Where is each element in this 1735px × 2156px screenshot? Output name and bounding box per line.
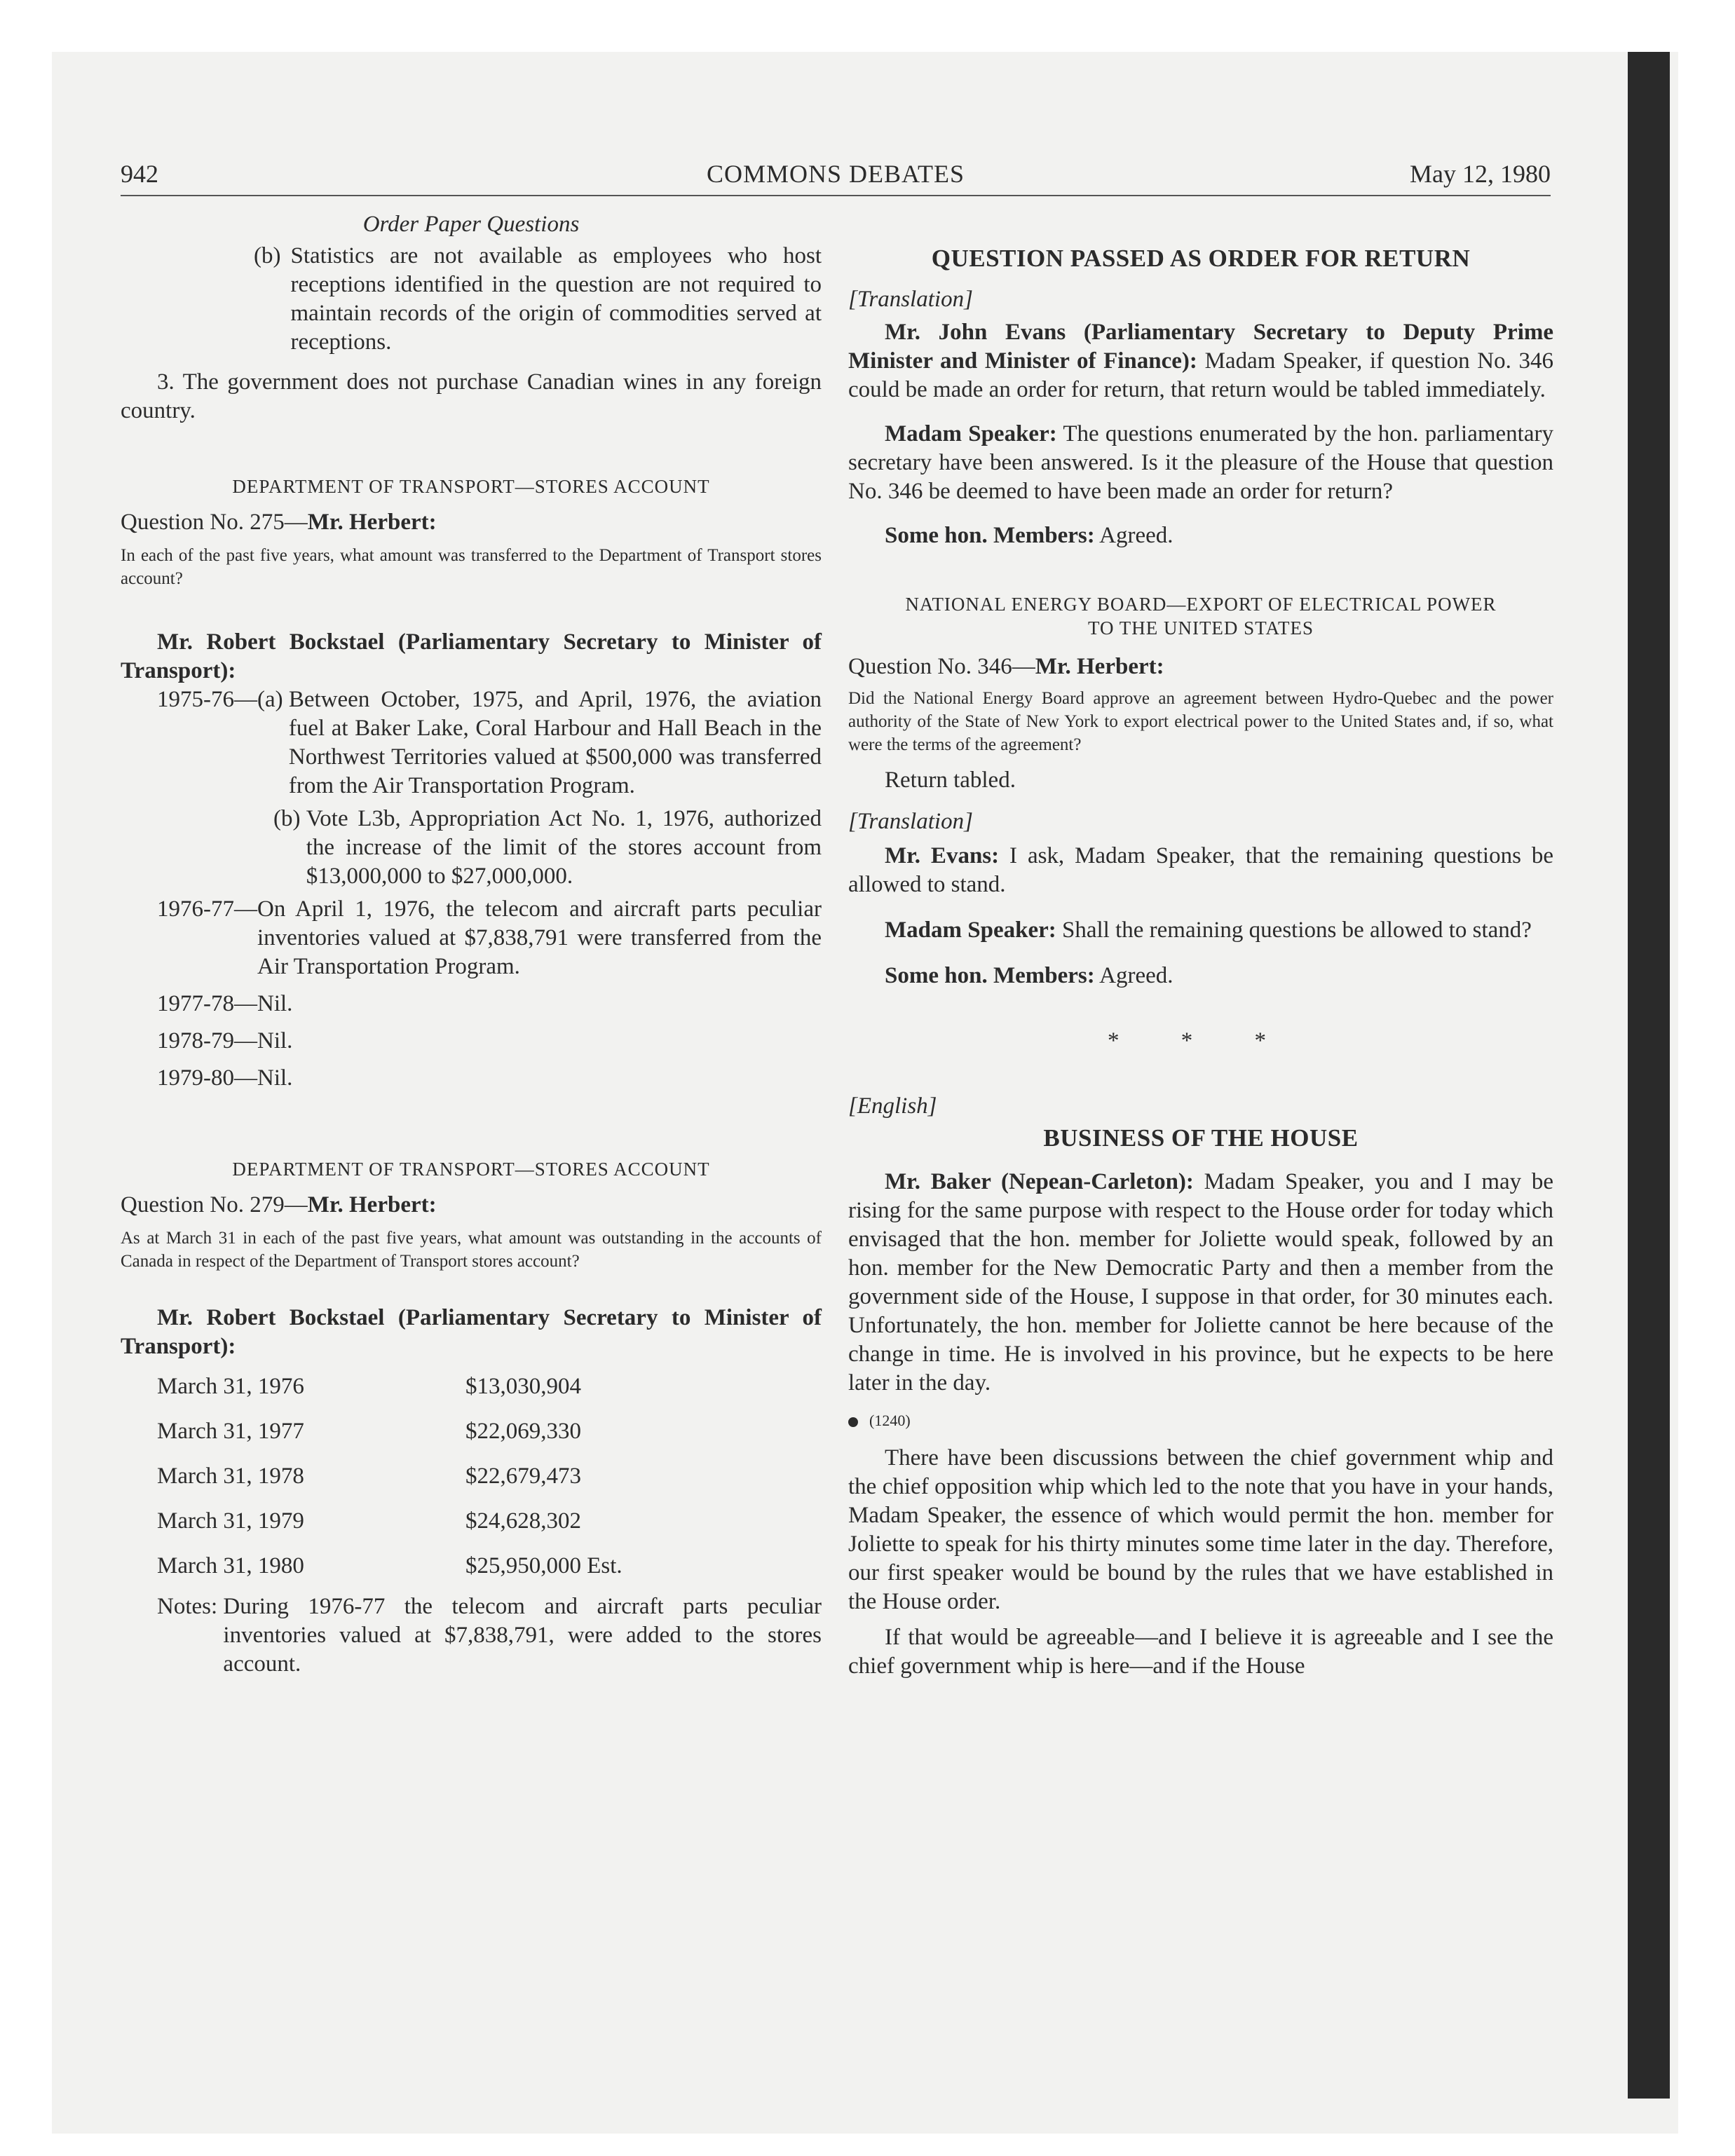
table-row xyxy=(121,1499,822,1543)
heading-order-for-return: QUESTION PASSED AS ORDER FOR RETURN xyxy=(931,245,1471,272)
page-number: 942 xyxy=(121,160,158,188)
section-separator: * * * xyxy=(1108,1028,1294,1053)
q279-table xyxy=(121,1364,822,1588)
q279-notes-label: Notes: xyxy=(157,1594,224,1619)
baker-text: Madam Speaker, you and I may be rising for the same purpose with respect to the House order for today which envisaged that the hon. member for Joliette would speak, followed by an hon. member for the New Democratic Party and then a member from the government side of the House, I suppose in that order, for 30 minutes each. Unfortunately, the hon. member for Joliette cannot be here because of the change in time. He is involved in his province, but he expects to be here later in the day. xyxy=(848,1169,1553,1396)
q275-entry-3-label: 1976-77— xyxy=(157,896,257,922)
q346-asker: Mr. Herbert: xyxy=(1035,654,1164,679)
return-tabled: Return tabled. xyxy=(885,767,1016,793)
q279-question-line xyxy=(121,1191,822,1220)
evans-paragraph xyxy=(848,318,1553,404)
q275-nil-3: 1979-80—Nil. xyxy=(157,1065,293,1091)
q279-speaker: Mr. Robert Bockstael (Parliamentary Secretary to Minister of Transport): xyxy=(121,1305,822,1359)
q279-number: Question No. 279— xyxy=(121,1192,308,1217)
table-cell-date: March 31, 1977 xyxy=(157,1419,304,1444)
q279-notes xyxy=(121,1592,822,1679)
item-b-label: (b) xyxy=(254,243,281,268)
q275-entry-2 xyxy=(121,805,822,891)
paragraph-2: There have been discussions between the chief government whip and the chief opposition whip which led to the note that you have in your hands, Madam Speaker, the essence of which would permit the hon. member for Joliette to speak for his thirty minutes some time later in the day. Therefore, our first speaker would be bound by the rules that we have established in the House order. xyxy=(848,1445,1553,1614)
q279-notes-text: During 1976-77 the telecom and aircraft parts peculiar inventories valued at $7,838,791, were added to the stores account. xyxy=(223,1594,822,1677)
scan-edge-bar xyxy=(1628,52,1670,2099)
members-paragraph-1 xyxy=(848,521,1553,550)
item-3: 3. The government does not purchase Canadian wines in any foreign country. xyxy=(121,369,822,423)
baker-speaker: Mr. Baker (Nepean-Carleton): xyxy=(885,1169,1194,1194)
speaker-1-text: The questions enumerated by the hon. parliamentary secretary have been answered. Is it the pleasure of the House that question No. 346 be deemed to have been made an order for return? xyxy=(848,421,1553,504)
speaker-paragraph-2 xyxy=(848,916,1553,945)
q275-speaker: Mr. Robert Bockstael (Parliamentary Secretary to Minister of Transport): xyxy=(121,629,822,683)
q279-asker: Mr. Herbert: xyxy=(307,1192,437,1217)
table-cell-amount: $13,030,904 xyxy=(465,1374,581,1399)
q275-question-line xyxy=(121,508,822,537)
q275-nil-1: 1977-78—Nil. xyxy=(157,991,293,1016)
q279-question: As at March 31 in each of the past five years, what amount was outstanding in the accounts of Canada in respect of the Department of Transport stores account? xyxy=(121,1229,822,1271)
q275-entry-1-label: 1975-76—(a) xyxy=(157,687,289,712)
translation-marker-1: [Translation] xyxy=(848,287,973,312)
q275-nil-2: 1978-79—Nil. xyxy=(157,1028,293,1053)
bullet-icon xyxy=(848,1417,858,1427)
item-b-text: Statistics are not available as employees who host receptions identified in the question are not required to maintain records of the origin of commodities served at receptions. xyxy=(290,243,822,355)
evans-2: Mr. Evans: xyxy=(885,843,1000,868)
q346-heading-line-2: TO THE UNITED STATES xyxy=(1087,618,1314,639)
left-column xyxy=(121,210,822,1679)
q346-heading-line-1: NATIONAL ENERGY BOARD—EXPORT OF ELECTRICAL POWER xyxy=(905,594,1497,615)
evans-speaker: Mr. John Evans (Parliamentary Secretary to Deputy Prime Minister and Minister of Finance): xyxy=(848,320,1553,374)
baker-paragraph xyxy=(848,1168,1553,1398)
members-2-text: Agreed. xyxy=(1094,963,1173,988)
q275-asker: Mr. Herbert: xyxy=(307,510,437,535)
q275-heading: DEPARTMENT OF TRANSPORT—STORES ACCOUNT xyxy=(232,476,710,497)
speaker-paragraph-1 xyxy=(848,420,1553,506)
table-row xyxy=(121,1543,822,1588)
q275-entry-3 xyxy=(121,895,822,981)
translation-marker-2: [Translation] xyxy=(848,809,973,834)
table-cell-date: March 31, 1978 xyxy=(157,1464,304,1489)
q279-heading: DEPARTMENT OF TRANSPORT—STORES ACCOUNT xyxy=(232,1159,710,1180)
q275-entry-1-text: Between October, 1975, and April, 1976, the aviation fuel at Baker Lake, Coral Harbour and Hall Beach in the Northwest Territories valued at $500,000 was transferred from the Air Transportation Program. xyxy=(288,687,822,798)
table-cell-date: March 31, 1976 xyxy=(157,1374,304,1399)
q275-entry-3-text: On April 1, 1976, the telecom and aircraft parts peculiar inventories valued at $7,838,791 were transferred from the Air Transportation Program. xyxy=(257,896,822,979)
q275-number: Question No. 275— xyxy=(121,510,308,535)
table-row xyxy=(121,1454,822,1499)
table-row xyxy=(121,1364,822,1409)
item-b xyxy=(121,242,822,357)
page-title: COMMONS DEBATES xyxy=(706,160,965,188)
time-marker xyxy=(848,1410,1553,1431)
english-marker: [English] xyxy=(848,1093,937,1119)
evans-2-text: I ask, Madam Speaker, that the remaining questions be allowed to stand. xyxy=(848,843,1553,897)
table-cell-amount: $22,679,473 xyxy=(465,1464,581,1489)
q275-entry-1 xyxy=(121,685,822,800)
table-cell-date: March 31, 1980 xyxy=(157,1553,304,1578)
table-row xyxy=(121,1409,822,1454)
table-cell-amount: $22,069,330 xyxy=(465,1419,581,1444)
speaker-2: Madam Speaker: xyxy=(885,917,1056,943)
members-paragraph-2 xyxy=(848,962,1553,990)
header-rule xyxy=(121,195,1551,196)
speaker-1: Madam Speaker: xyxy=(885,421,1057,446)
paragraph-3: If that would be agreeable—and I believe it is agreeable and I see the chief government whip is here—and if the House xyxy=(848,1625,1553,1679)
q275-entry-2-text: Vote L3b, Appropriation Act No. 1, 1976, authorized the increase of the limit of the stores account from $13,000,000 to $27,000,000. xyxy=(306,806,822,889)
members-1: Some hon. Members: xyxy=(885,523,1095,548)
section-label: Order Paper Questions xyxy=(362,212,580,237)
table-cell-date: March 31, 1979 xyxy=(157,1508,304,1534)
members-1-text: Agreed. xyxy=(1094,523,1173,548)
right-column xyxy=(848,210,1553,1681)
evans-paragraph-2 xyxy=(848,842,1553,899)
page-date: May 12, 1980 xyxy=(1410,160,1551,188)
members-2: Some hon. Members: xyxy=(885,963,1095,988)
q346-question: Did the National Energy Board approve an agreement between Hydro-Quebec and the power authority of the State of New York to export electrical power to the United States and, if so, what were the terms of the agreement? xyxy=(848,689,1553,754)
q346-number: Question No. 346— xyxy=(848,654,1035,679)
q346-question-line xyxy=(848,653,1553,681)
speaker-2-text: Shall the remaining questions be allowed to stand? xyxy=(1056,917,1532,943)
q275-entry-2-label: (b) xyxy=(273,806,306,831)
evans-text: Madam Speaker, if question No. 346 could be made an order for return, that return would be tabled immediately. xyxy=(848,348,1553,402)
table-cell-amount: $24,628,302 xyxy=(465,1508,581,1534)
table-cell-amount: $25,950,000 Est. xyxy=(465,1553,622,1578)
q275-question: In each of the past five years, what amount was transferred to the Department of Transport stores account? xyxy=(121,546,822,588)
heading-business-of-house: BUSINESS OF THE HOUSE xyxy=(1043,1124,1359,1152)
time-marker-text: (1240) xyxy=(869,1412,911,1429)
